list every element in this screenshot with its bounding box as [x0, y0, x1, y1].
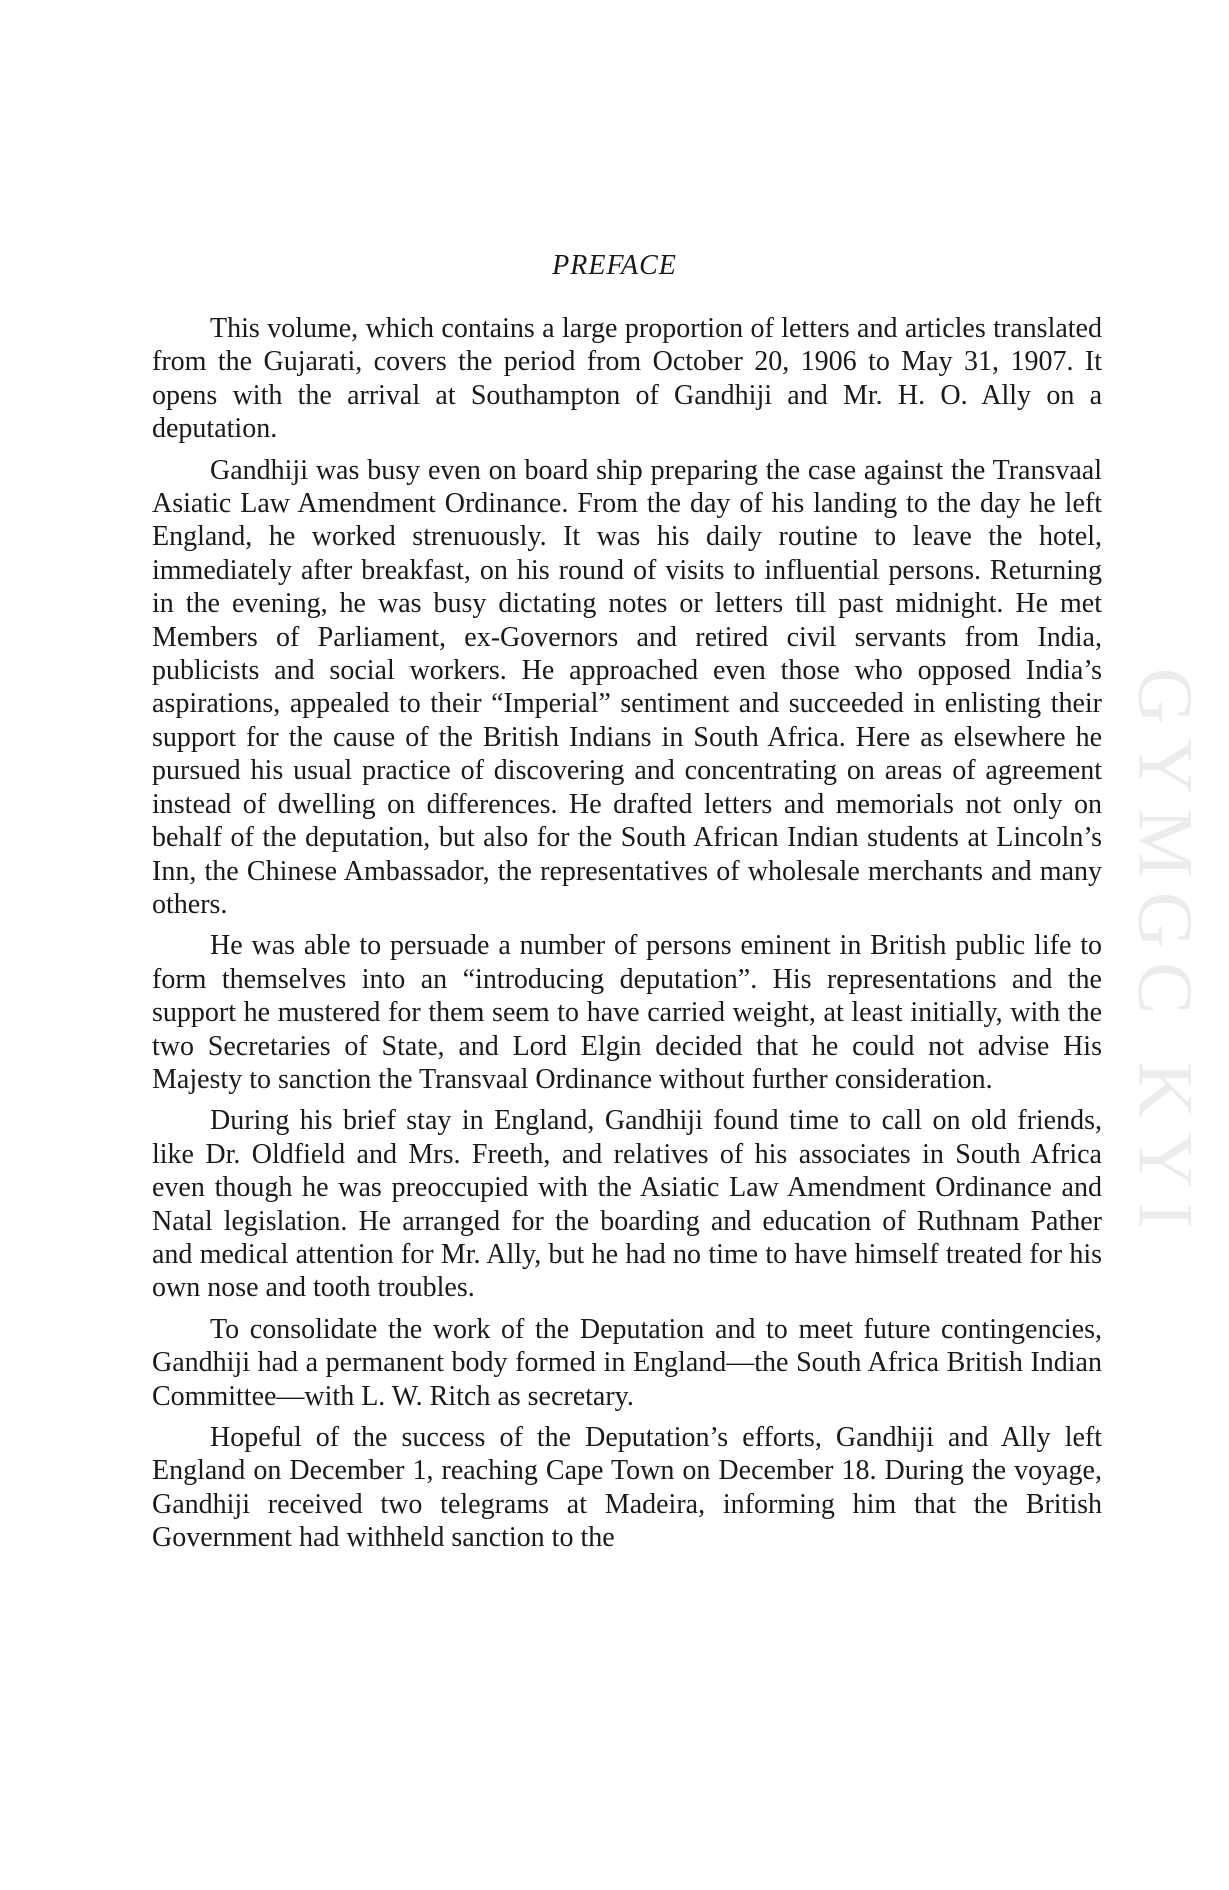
page-title: PREFACE	[552, 250, 677, 281]
paragraph: To consolidate the work of the Deputation and to meet future contingencies, Gandhiji had a permanent body formed in England—the South Africa British Indian Committee—with L. W. Ritch as secretary.	[152, 1313, 1102, 1412]
paragraph: This volume, which contains a large proportion of letters and articles translated from the Gujarati, covers the period from October 20, 1906 to May 31, 1907. It opens with the arrival at Southampton of Gandhiji and Mr. H. O. Ally on a deputation.	[152, 313, 1102, 445]
paragraph: During his brief stay in England, Gandhiji found time to call on old friends, like Dr. Oldfield and Mrs. Freeth, and relatives of his associates in South Africa even though he was preoccupied with the Asiatic Law Amendment Ordinance and Natal legislation. He arranged for the boarding and education of Ruthnam Pather and medical attention for Mr. Ally, but he had no time to have himself treated for his own nose and tooth troubles.	[152, 1105, 1102, 1304]
paragraph: Hopeful of the success of the Deputation’s efforts, Gandhiji and Ally left England on December 1, reaching Cape Town on December 18. During the voyage, Gandhiji received two telegrams at Madeira, informing him that the British Government had withheld sanction to the	[152, 1422, 1102, 1554]
watermark-text: GYMGC KYI	[1122, 667, 1209, 1243]
body-text	[152, 312, 1102, 1563]
paragraph: Gandhiji was busy even on board ship preparing the case against the Transvaal Asiatic Law Amendment Ordinance. From the day of his landing to the day he left England, he worked strenuously. It was his daily routine to leave the hotel, immediately after breakfast, on his round of visits to influential persons. Returning in the evening, he was busy dictating notes or letters till past midnight. He met Members of Parliament, ex-Governors and retired civil servants from India, publicists and social workers. He approached even those who opposed India’s aspirations, appealed to their “Imperial” sentiment and succeeded in enlisting their support for the cause of the British Indians in South Africa. Here as elsewhere he pursued his usual practice of discovering and concentrating on areas of agreement instead of dwelling on differences. He drafted letters and memorials not only on behalf of the deputation, but also for the South African Indian students at Lincoln’s Inn, the Chinese Ambassador, the representatives of wholesale merchants and many others.	[152, 454, 1102, 920]
watermark	[1122, 560, 1209, 1350]
paragraph: He was able to persuade a number of persons eminent in British public life to form themselves into an “introducing deputation”. His representations and the support he mustered for them seem to have carried weight, at least initially, with the two Secretaries of State, and Lord Elgin decided that he could not advise His Majesty to sanction the Transvaal Ordinance without further consideration.	[152, 930, 1102, 1095]
